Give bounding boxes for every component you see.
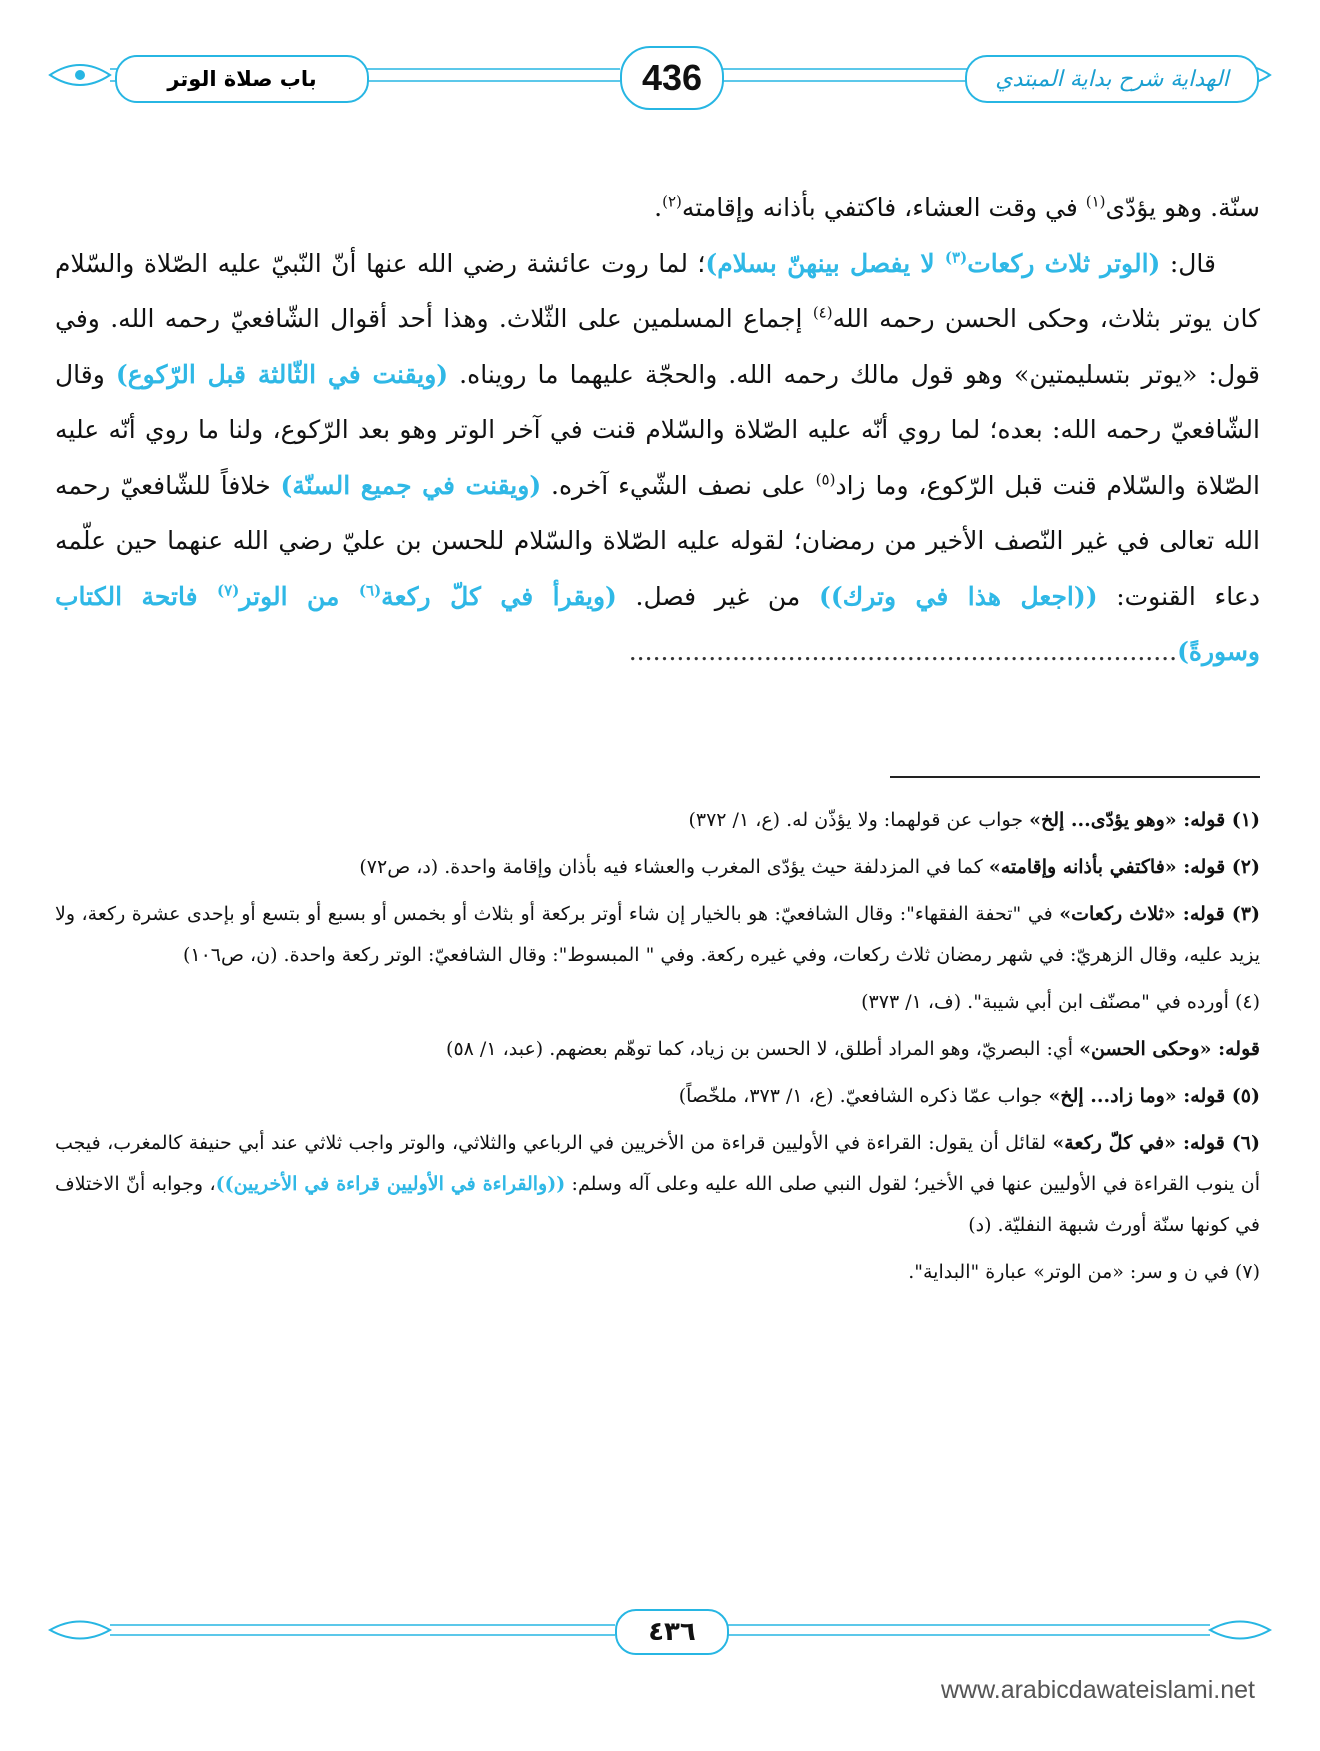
text: في وقت العشاء، فاكتفي بأذانه وإقامته bbox=[681, 193, 1086, 222]
footnote-text: في "تحفة الفقهاء": وقال الشافعيّ: هو بالخيار إن شاء أوتر بركعة أو بثلاث أو بخمس أو بسبع أو بتسع أو بإحدى عشرة ركعة، ولا يزيد عليه، وقال الزهريّ: في شهر رمضان ثلاث ركعات، وفي غيره ركعة. وفي " المبسوط": وقال الشافعيّ: الوتر ركعة واحدة. (ن، ص١٠٦) bbox=[55, 903, 1260, 966]
text: (ويقرأ في كلّ ركعة bbox=[381, 581, 617, 611]
footer-page-number: ٤٣٦ bbox=[615, 1609, 729, 1655]
footnote-label: (٢) قوله: «فاكتفي بأذانه وإقامته» bbox=[988, 856, 1260, 878]
footnote-text: (٤) أورده في "مصنّف ابن أبي شيبة". (ف، ١/ ٣٧٣) bbox=[861, 991, 1260, 1013]
footnote-label: قوله: «وحكى الحسن» bbox=[1079, 1038, 1260, 1060]
footnote-text: أي: البصريّ، وهو المراد أطلق، لا الحسن بن زياد، كما توهّم بعضهم. (عبد، ١/ ٥٨) bbox=[446, 1038, 1080, 1060]
footnote-3 bbox=[55, 894, 1260, 976]
footnote-divider bbox=[890, 776, 1260, 778]
text: إجماع المسلمين على الثّلاث. وهذا أحد أقوال الشّافعيّ رحمه الله. وفي قول: «يوتر بتسليمتين» وهو قول مالك رحمه الله. والحجّة عليهما ما رويناه. bbox=[55, 304, 1260, 389]
matn-text: (ويقنت في جميع السنّة) bbox=[280, 470, 542, 500]
footnote-5 bbox=[55, 1076, 1260, 1117]
book-title: الهداية شرح بداية المبتدي bbox=[965, 55, 1259, 103]
footnote-ref-4: (٤) bbox=[812, 303, 833, 322]
footnote-label: (٦) قوله: «في كلّ ركعة» bbox=[1052, 1132, 1261, 1154]
paragraph-2 bbox=[55, 236, 1260, 680]
page-number: 436 bbox=[620, 46, 724, 110]
paragraph-1 bbox=[55, 180, 1260, 236]
hadith-text: ((والقراءة في الأوليين قراءة في الأخريين)) bbox=[215, 1173, 566, 1195]
text: من غير فصل. bbox=[616, 581, 819, 611]
main-text bbox=[55, 180, 1260, 680]
page-header bbox=[40, 40, 1280, 110]
footnote-ref-1: (١) bbox=[1085, 192, 1106, 211]
footnote-ref-2: (٢) bbox=[662, 192, 682, 211]
page-footer bbox=[40, 1605, 1280, 1655]
text: لا يفصل بينهنّ بسلام) bbox=[705, 248, 945, 278]
footnote-2 bbox=[55, 847, 1260, 888]
matn-text bbox=[705, 249, 1160, 278]
footnote-7 bbox=[55, 1252, 1260, 1293]
matn-text: (ويقنت في الثّالثة قبل الرّكوع) bbox=[115, 359, 449, 389]
footnote-4 bbox=[55, 982, 1260, 1023]
text: . bbox=[654, 193, 663, 222]
footnote-label: (٣) قوله: «ثلاث ركعات» bbox=[1059, 903, 1261, 925]
text: فاتحة الكتاب وسورةً) bbox=[55, 581, 1260, 666]
text: (الوتر ثلاث ركعات bbox=[967, 248, 1161, 278]
chapter-title: باب صلاة الوتر bbox=[115, 55, 369, 103]
text: قال: bbox=[1160, 248, 1217, 278]
footnote-text: جواب عمّا ذكره الشافعيّ. (ع، ١/ ٣٧٣، ملخّصاً) bbox=[678, 1085, 1049, 1107]
footnote-text: جواب عن قولهما: ولا يؤذّن له. (ع، ١/ ٣٧٢) bbox=[688, 809, 1030, 831]
footnote-text: (٧) في ن و سر: «من الوتر» عبارة "البداية". bbox=[908, 1261, 1260, 1283]
text: ؛ لما روت عائشة رضي الله عنها أنّ النّبيّ عليه الصّلاة والسّلام كان يوتر بثلاث، وحكى الحسن رحمه الله bbox=[55, 248, 1260, 333]
footnotes bbox=[55, 800, 1260, 1299]
continuation-dots: ..................................................................... bbox=[628, 637, 1178, 666]
footnote-ref-6: (٦) bbox=[358, 581, 382, 600]
footnote-1 bbox=[55, 800, 1260, 841]
footnote-text: ، وجوابه أنّ الاختلاف في كونها سنّة أورث شبهة النفليّة. (د) bbox=[55, 1173, 1260, 1236]
footnote-label: (١) قوله: «وهو يؤدّى... إلخ» bbox=[1029, 809, 1260, 831]
hadith-text: ((اجعل هذا في وترك)) bbox=[818, 581, 1098, 611]
footnote-text: كما في المزدلفة حيث يؤدّى المغرب والعشاء فيه بأذان وإقامة واحدة. (د، ص٧٢) bbox=[359, 856, 989, 878]
footnote-ref-3: (٣) bbox=[944, 248, 968, 267]
text: خلافاً للشّافعيّ رحمه الله تعالى في غير النّصف الأخير من رمضان؛ لقوله عليه الصّلاة والسّلام للحسن بن عليّ رضي الله عنهما حين علّمه دعاء القنوت: bbox=[55, 470, 1260, 611]
text: من الوتر bbox=[239, 581, 359, 611]
text: سنّة. وهو يؤدّى bbox=[1105, 193, 1260, 222]
footnote-4b bbox=[55, 1029, 1260, 1070]
text: على نصف الشّيء آخره. bbox=[541, 470, 816, 500]
footnote-label: (٥) قوله: «وما زاد... إلخ» bbox=[1048, 1085, 1260, 1107]
website-url: www.arabicdawateislami.net bbox=[940, 1676, 1255, 1704]
text: وقال الشّافعيّ رحمه الله: بعده؛ لما روي أنّه عليه الصّلاة والسّلام قنت في آخر الوتر وهو بعد الرّكوع، ولنا ما روي أنّه عليه الصّلاة والسّلام قنت قبل الرّكوع، وما زاد bbox=[55, 359, 1260, 500]
footnote-text: لقائل أن يقول: القراءة في الأوليين قراءة من الأخريين في الرباعي والثلاثي، والوتر واجب ثلاثي عند أبي حنيفة كالمغرب، فيجب أن ينوب القراءة في الأوليين عنها في الأخير؛ لقول النبي صلى الله عليه وعلى آله وسلم: bbox=[55, 1132, 1260, 1195]
footnote-ref-5: (٥) bbox=[815, 470, 836, 489]
footnote-ref-7: (٧) bbox=[217, 581, 240, 600]
footnote-6 bbox=[55, 1123, 1260, 1246]
